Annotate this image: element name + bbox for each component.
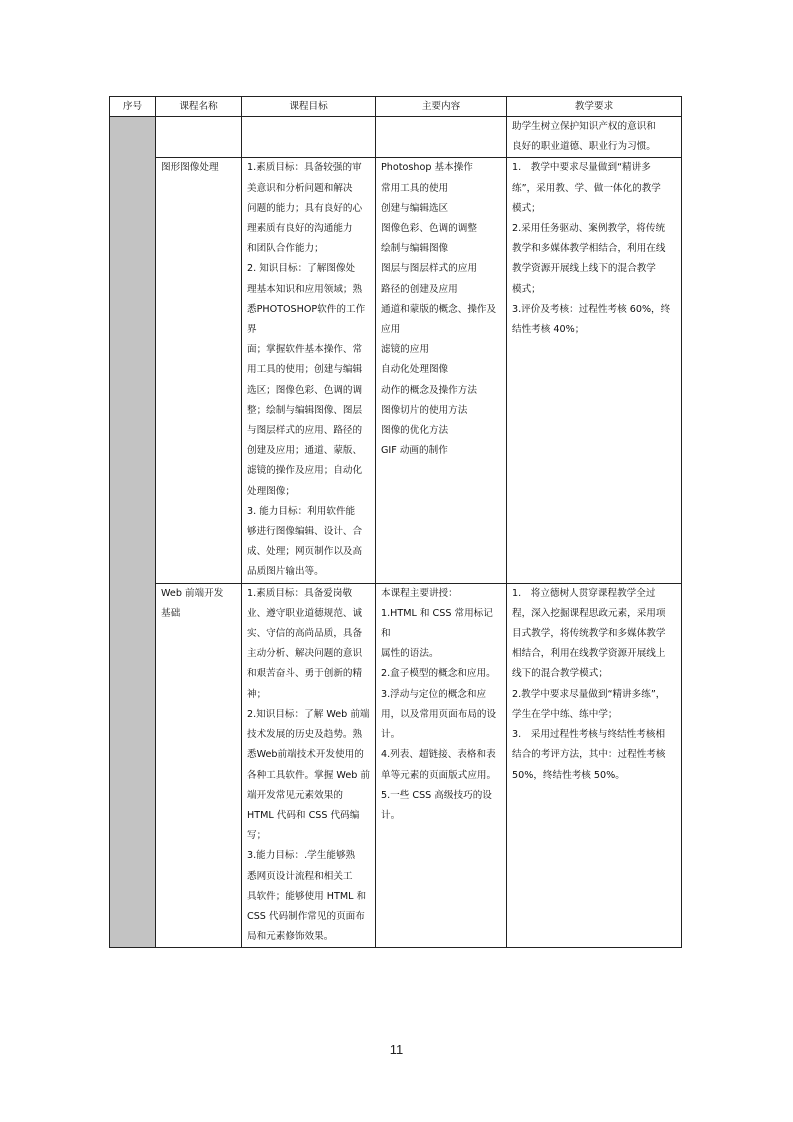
page-number: 11 [389,1042,404,1057]
text-line: 练”，采用教、学、做一体化的教学 [512,182,661,194]
cell-course-goals [242,117,376,158]
header-teaching-requirements: 教学要求 [507,97,682,117]
text-line: 模式； [512,283,541,295]
text-line: 单等元素的页面版式应用。 [381,769,497,781]
text-line: 图像的优化方法 [381,425,449,437]
seq-cell [110,117,156,948]
text-line: 教学和多媒体教学相结合，利用在线 [512,243,666,255]
text-line: 属性的语法。 [381,648,439,660]
cell-course-name [156,158,242,583]
text-line: 理素质有良好的沟通能力 [247,223,353,235]
text-line: 技术发展的历史及趋势。熟 [247,729,363,741]
text-line: 和团队合作能力； [247,243,324,255]
header-seq: 序号 [110,97,156,117]
text-line: 基础 [161,607,181,619]
text-line: 2.教学中要求尽量做到“精讲多练”， [512,688,666,700]
text-line: Web 前端开发 [161,587,224,599]
text-line: 悉PHOTOSHOP软件的工作界 [247,303,366,336]
text-line: 线下的混合教学模式； [512,668,608,680]
text-line: 3. 能力目标：利用软件能 [247,505,356,517]
text-line: 结合的考评方法，其中：过程性考核 [512,749,666,761]
text-line: 创建及应用；通道、蒙版、 [247,445,363,457]
header-main-content: 主要内容 [376,97,507,117]
text-line: 成、处理；网页制作以及高 [247,546,363,558]
text-line: 选区；图像色彩、色调的调 [247,384,363,396]
text-line: 面；掌握软件基本操作、常 [247,344,363,356]
text-line: 本课程主要讲授： [381,587,458,599]
text-line: 1. 将立德树人贯穿课程教学全过 [512,587,656,599]
text-line: 与图层样式的应用、路径的 [247,425,363,437]
text-line: 处理图像； [247,485,295,497]
text-line: 主动分析、解决问题的意识 [247,648,363,660]
header-course-name: 课程名称 [156,97,242,117]
text-line: 悉Web前端技术开发使用的 [247,749,364,761]
text-line: 2. 知识目标：了解图像处 [247,263,356,275]
text-line: 教学资源开展线上线下的混合教学 [512,263,656,275]
text-line: 图层与图层样式的应用 [381,263,477,275]
table-row-continuation [110,117,682,158]
text-line: 3.评价及考核：过程性考核 60%，终 [512,303,671,315]
cell-course-name [156,117,242,158]
cell-course-goals [242,583,376,948]
text-line: 1.HTML 和 CSS 常用标记和 [381,607,493,640]
text-line: 2.盒子模型的概念和应用。 [381,668,496,680]
text-line: 动作的概念及操作方法 [381,384,477,396]
header-course-goals: 课程目标 [242,97,376,117]
text-line: 够进行图像编辑、设计、合 [247,526,363,538]
text-line: 神； [247,688,267,700]
text-line: 相结合，利用在线教学资源开展线上 [512,648,666,660]
text-line: 用，以及常用页面布局的设 [381,708,497,720]
text-line: 3. 采用过程性考核与终结性考核相 [512,729,666,741]
text-line: 图像切片的使用方法 [381,404,468,416]
text-line: 1.素质目标：具备爱岗敬 [247,587,353,599]
text-line: 3.浮动与定位的概念和应 [381,688,487,700]
text-line: 常用工具的使用 [381,182,449,194]
text-line: 绘制与编辑图像 [381,243,449,255]
text-line: 1.素质目标：具备较强的审 [247,162,362,174]
cell-teaching-requirements [507,583,682,948]
text-line: HTML 代码和 CSS 代码编写； [247,809,360,842]
cell-teaching-requirements [507,158,682,583]
text-line: 学生在学中练、练中学； [512,708,618,720]
text-line: 和艰苦奋斗、勇于创新的精 [247,668,363,680]
text-line: 通道和蒙版的概念、操作及 [381,303,497,315]
text-line: 2.知识目标：了解 Web 前端 [247,708,370,720]
table-row-web-frontend-basics [110,583,682,948]
text-line: 各种工具软件。掌握 Web 前 [247,769,370,781]
table-row-graphic-image-processing [110,158,682,583]
text-line: 程，深入挖掘课程思政元素，采用项 [512,607,666,619]
text-line: 业、遵守职业道德规范、诚 [247,607,363,619]
text-line: 2.采用任务驱动、案例教学，将传统 [512,223,666,235]
text-line: 美意识和分析问题和解决 [247,182,353,194]
cell-main-content [376,158,507,583]
text-line: 图形图像处理 [161,162,219,174]
text-line: 良好的职业道德、职业行为习惯。 [512,141,656,153]
text-line: 局和元素修饰效果。 [247,931,334,943]
text-line: 目式教学，将传统教学和多媒体教学 [512,628,666,640]
text-line: 模式； [512,202,541,214]
cell-teaching-requirements [507,117,682,158]
text-line: 整；绘制与编辑图像、图层 [247,404,363,416]
cell-main-content [376,583,507,948]
text-line: 图像色彩、色调的调整 [381,223,477,235]
text-line: 悉网页设计流程和相关工 [247,870,353,882]
text-line: 问题的能力；具有良好的心 [247,202,363,214]
text-line: 计。 [381,809,401,821]
text-line: 路径的创建及应用 [381,283,458,295]
text-line: 滤镜的操作及应用；自动化 [247,465,363,477]
text-line: 结性考核 40%； [512,324,585,336]
text-line: 5.一些 CSS 高级技巧的设 [381,789,492,801]
text-line: 3.能力目标：.学生能够熟 [247,850,356,862]
text-line: 理基本知识和应用领域；熟 [247,283,363,295]
text-line: 应用 [381,324,401,336]
text-line: 滤镜的应用 [381,344,429,356]
text-line: 1. 教学中要求尽量做到“精讲多 [512,162,651,174]
text-line: 助学生树立保护知识产权的意识和 [512,121,656,132]
text-line: 品质图片输出等。 [247,566,324,578]
cell-course-name [156,583,242,948]
cell-main-content [376,117,507,158]
text-line: GIF 动画的制作 [381,445,448,457]
text-line: 创建与编辑选区 [381,202,449,214]
text-line: 实、守信的高尚品质，具备 [247,628,363,640]
text-line: 50%，终结性考核 50%。 [512,769,625,781]
text-line: 端开发常见元素效果的 [247,789,343,801]
table-header-row [110,97,682,117]
curriculum-table [109,96,682,948]
text-line: 计。 [381,729,401,741]
cell-course-goals [242,158,376,583]
text-line: 4.列表、超链接、表格和表 [381,749,496,761]
text-line: 自动化处理图像 [381,364,449,376]
text-line: 用工具的使用；创建与编辑 [247,364,363,376]
text-line: 具软件；能够使用 HTML 和 [247,890,367,902]
text-line: Photoshop 基本操作 [381,162,473,174]
text-line: CSS 代码制作常见的页面布 [247,910,365,922]
